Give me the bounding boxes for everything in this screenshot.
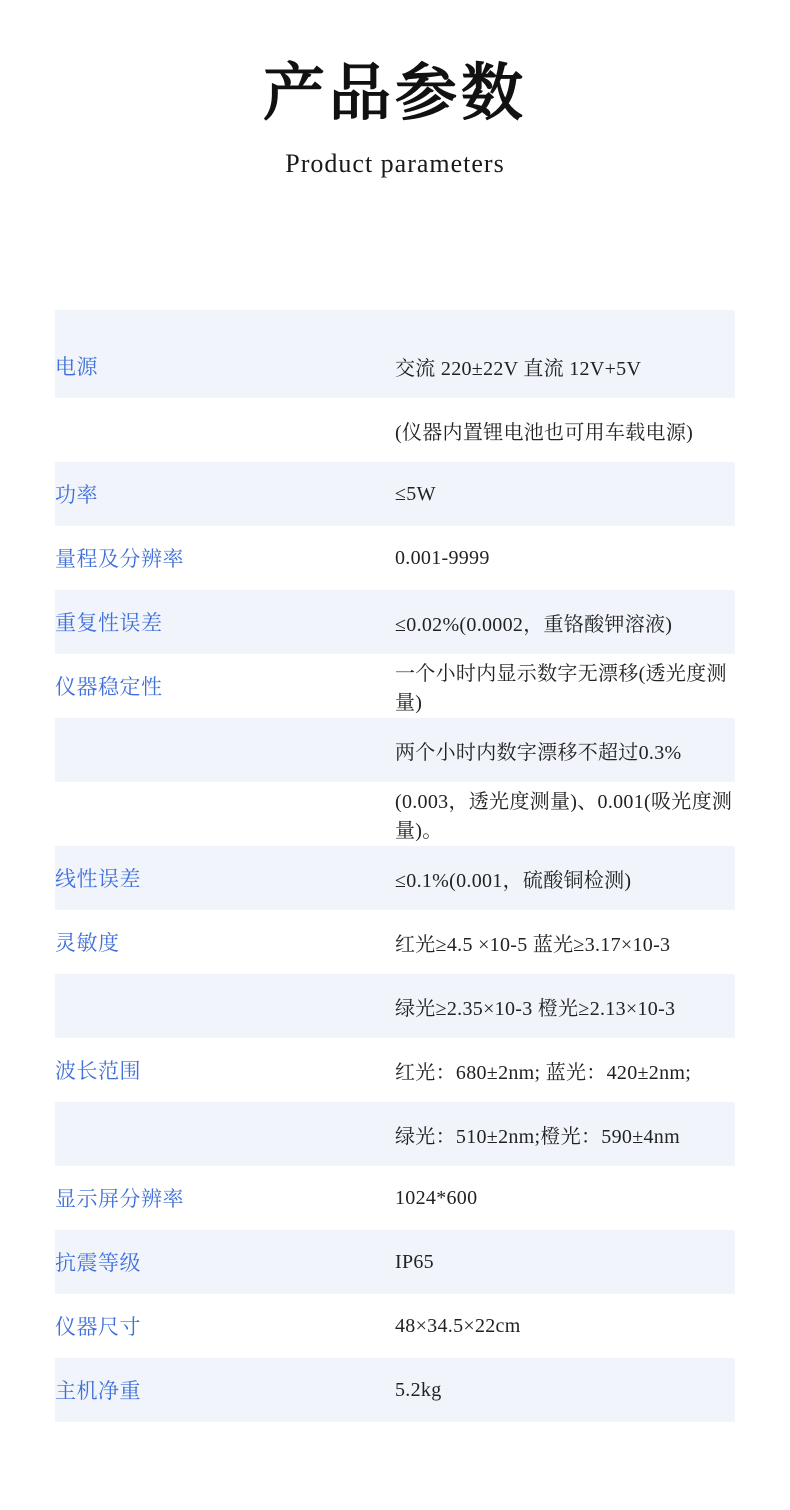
table-row	[55, 974, 735, 1038]
table-row	[55, 1358, 735, 1422]
parameter-label: 仪器尺寸	[55, 1294, 395, 1358]
table-row	[55, 1102, 735, 1166]
table-row	[55, 462, 735, 526]
parameter-value: 48×34.5×22cm	[395, 1294, 735, 1358]
parameter-label	[55, 782, 395, 846]
parameter-label: 重复性误差	[55, 590, 395, 654]
parameter-label	[55, 718, 395, 782]
table-spacer-cell	[55, 1446, 735, 1470]
parameter-label	[55, 398, 395, 462]
parameter-value: 绿光≥2.35×10-3 橙光≥2.13×10-3	[395, 974, 735, 1038]
parameter-label: 功率	[55, 462, 395, 526]
parameter-label: 抗震等级	[55, 1230, 395, 1294]
page-title: 产品参数	[262, 60, 527, 128]
parameter-label: 主机净重	[55, 1358, 395, 1422]
parameter-value: (0.003，透光度测量)、0.001(吸光度测量)。	[395, 782, 735, 846]
page-header	[0, 0, 790, 179]
table-row	[55, 846, 735, 910]
parameter-value: ≤5W	[395, 462, 735, 526]
table-row	[55, 654, 735, 718]
parameter-label: 灵敏度	[55, 910, 395, 974]
parameter-value: 红光：680±2nm; 蓝光：420±2nm;	[395, 1038, 735, 1102]
parameter-label	[55, 1102, 395, 1166]
parameter-value: 1024*600	[395, 1166, 735, 1230]
table-spacer-cell	[55, 310, 735, 334]
parameter-value: IP65	[395, 1230, 735, 1294]
parameter-label: 仪器稳定性	[55, 654, 395, 718]
table-row	[55, 782, 735, 846]
parameters-table	[55, 310, 735, 1470]
table-row	[55, 718, 735, 782]
parameter-label	[55, 974, 395, 1038]
parameter-value: 两个小时内数字漂移不超过0.3%	[395, 718, 735, 782]
parameter-value: 红光≥4.5 ×10-5 蓝光≥3.17×10-3	[395, 910, 735, 974]
table-spacer-row	[55, 1446, 735, 1470]
table-spacer-cell	[55, 1422, 735, 1446]
parameter-value: 0.001-9999	[395, 526, 735, 590]
parameter-label: 显示屏分辨率	[55, 1166, 395, 1230]
table-row	[55, 398, 735, 462]
table-row	[55, 1038, 735, 1102]
parameter-label: 线性误差	[55, 846, 395, 910]
table-row	[55, 910, 735, 974]
page-subtitle: Product parameters	[285, 149, 505, 179]
parameter-value: ≤0.02%(0.0002，重铬酸钾溶液)	[395, 590, 735, 654]
table-row	[55, 526, 735, 590]
table-row	[55, 334, 735, 398]
table-spacer-row	[55, 310, 735, 334]
table-row	[55, 1294, 735, 1358]
parameter-value: 一个小时内显示数字无漂移(透光度测量)	[395, 654, 735, 718]
parameter-value: (仪器内置锂电池也可用车载电源)	[395, 398, 735, 462]
parameters-table-container	[55, 310, 735, 1470]
parameter-value: ≤0.1%(0.001，硫酸铜检测)	[395, 846, 735, 910]
table-row	[55, 1166, 735, 1230]
parameter-value: 绿光：510±2nm;橙光：590±4nm	[395, 1102, 735, 1166]
table-spacer-row	[55, 1422, 735, 1446]
parameter-value: 5.2kg	[395, 1358, 735, 1422]
table-row	[55, 590, 735, 654]
table-row	[55, 1230, 735, 1294]
parameter-label: 量程及分辨率	[55, 526, 395, 590]
parameter-label: 波长范围	[55, 1038, 395, 1102]
parameter-value: 交流 220±22V 直流 12V+5V	[395, 334, 735, 398]
parameter-label: 电源	[55, 334, 395, 398]
